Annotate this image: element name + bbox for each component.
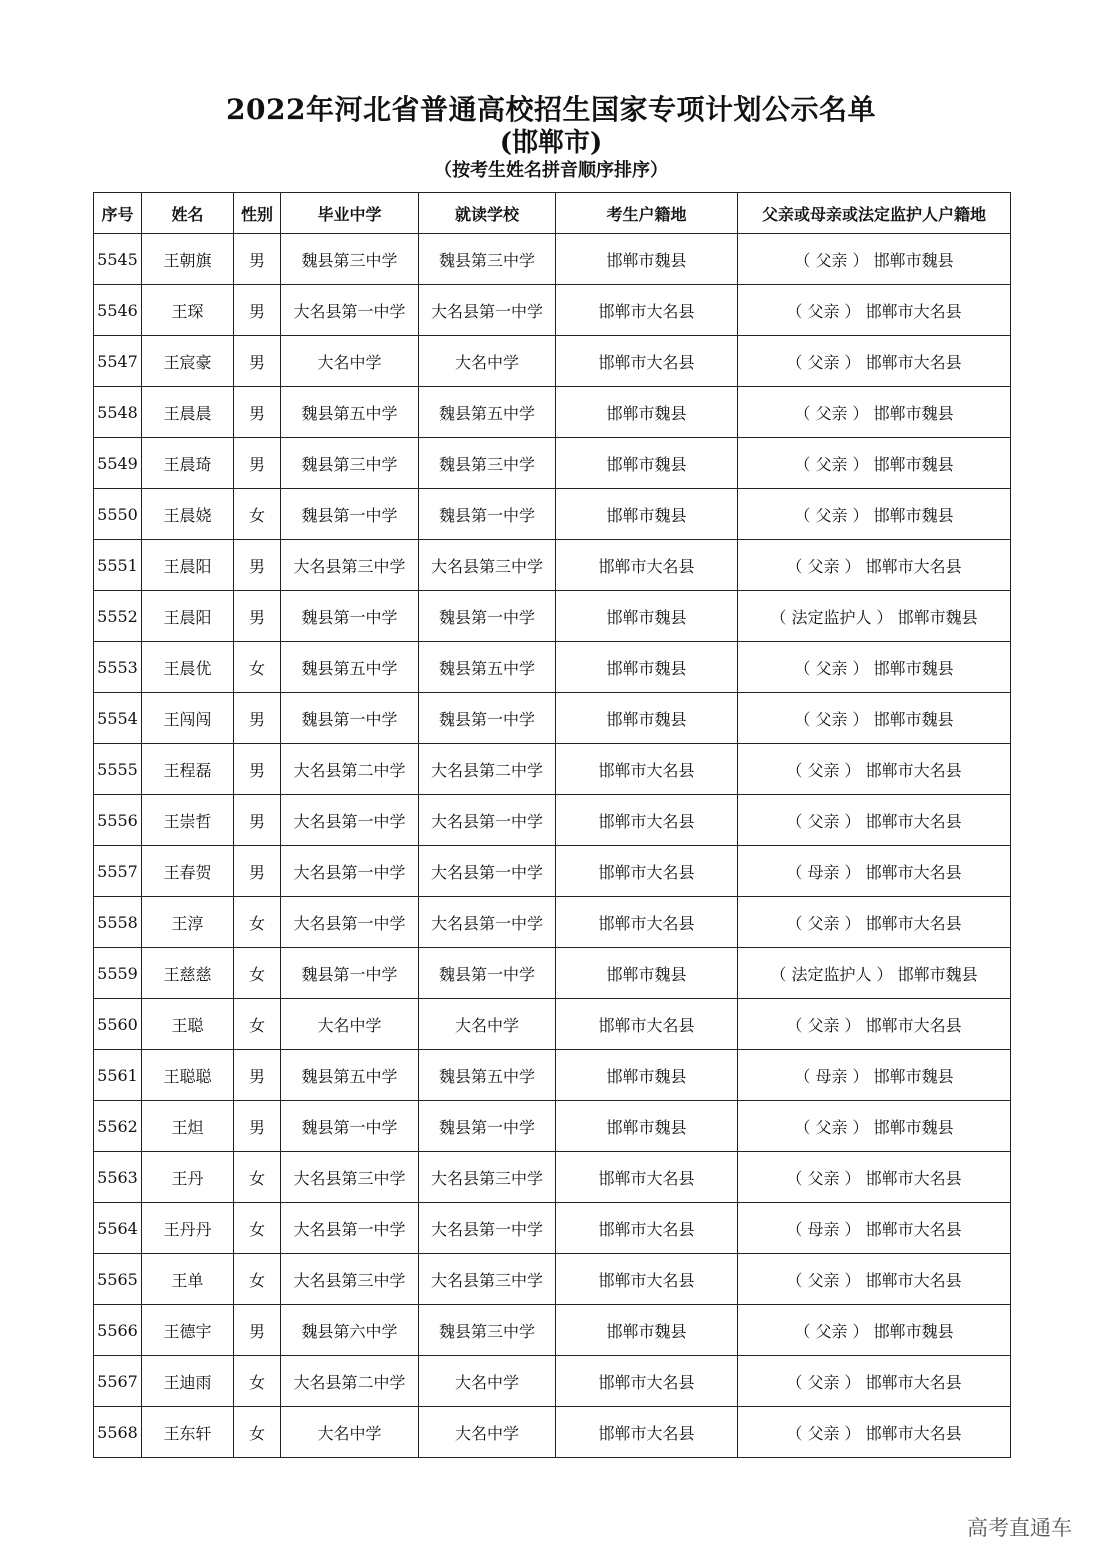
cell-guardian-registration: （ 父亲 ） 邯郸市魏县 [738, 642, 1011, 693]
table-row [94, 591, 1011, 642]
cell-seq: 5565 [94, 1254, 142, 1305]
cell-name: 王慈慈 [142, 948, 234, 999]
cell-graduation-school: 魏县第一中学 [281, 948, 419, 999]
cell-name: 王东轩 [142, 1407, 234, 1458]
cell-seq: 5548 [94, 387, 142, 438]
cell-graduation-school: 魏县第五中学 [281, 387, 419, 438]
cell-gender: 男 [234, 591, 281, 642]
cell-gender: 男 [234, 234, 281, 285]
cell-guardian-registration: （ 母亲 ） 邯郸市大名县 [738, 1203, 1011, 1254]
cell-guardian-registration: （ 父亲 ） 邯郸市魏县 [738, 693, 1011, 744]
cell-guardian-registration: （ 父亲 ） 邯郸市魏县 [738, 387, 1011, 438]
cell-seq: 5556 [94, 795, 142, 846]
cell-current-school: 魏县第一中学 [419, 693, 556, 744]
table-row [94, 489, 1011, 540]
document-title: 2022年河北省普通高校招生国家专项计划公示名单 [226, 93, 876, 126]
cell-name: 王春贺 [142, 846, 234, 897]
table-row [94, 948, 1011, 999]
cell-name: 王丹丹 [142, 1203, 234, 1254]
cell-name: 王晨阳 [142, 591, 234, 642]
header-seq: 序号 [94, 193, 142, 234]
table-row [94, 1356, 1011, 1407]
cell-gender: 男 [234, 693, 281, 744]
cell-seq: 5546 [94, 285, 142, 336]
cell-seq: 5555 [94, 744, 142, 795]
city-subtitle: (邯郸市) [499, 128, 603, 158]
cell-household-registration: 邯郸市魏县 [556, 642, 738, 693]
cell-guardian-registration: （ 母亲 ） 邯郸市魏县 [738, 1050, 1011, 1101]
cell-name: 王单 [142, 1254, 234, 1305]
cell-guardian-registration: （ 父亲 ） 邯郸市大名县 [738, 336, 1011, 387]
cell-graduation-school: 大名中学 [281, 1407, 419, 1458]
cell-seq: 5558 [94, 897, 142, 948]
cell-guardian-registration: （ 父亲 ） 邯郸市大名县 [738, 1152, 1011, 1203]
header-gender: 性别 [234, 193, 281, 234]
cell-current-school: 大名中学 [419, 336, 556, 387]
cell-name: 王朝旗 [142, 234, 234, 285]
cell-current-school: 大名县第一中学 [419, 1203, 556, 1254]
cell-name: 王晨晨 [142, 387, 234, 438]
cell-gender: 男 [234, 387, 281, 438]
cell-household-registration: 邯郸市大名县 [556, 1407, 738, 1458]
cell-guardian-registration: （ 法定监护人 ） 邯郸市魏县 [738, 591, 1011, 642]
cell-gender: 女 [234, 1407, 281, 1458]
cell-graduation-school: 大名县第二中学 [281, 744, 419, 795]
cell-seq: 5561 [94, 1050, 142, 1101]
table-row [94, 336, 1011, 387]
cell-guardian-registration: （ 父亲 ） 邯郸市魏县 [738, 1101, 1011, 1152]
cell-seq: 5549 [94, 438, 142, 489]
cell-gender: 男 [234, 1101, 281, 1152]
cell-gender: 男 [234, 285, 281, 336]
cell-name: 王炟 [142, 1101, 234, 1152]
table-row [94, 744, 1011, 795]
cell-graduation-school: 大名县第一中学 [281, 285, 419, 336]
cell-gender: 男 [234, 540, 281, 591]
cell-seq: 5553 [94, 642, 142, 693]
cell-name: 王程磊 [142, 744, 234, 795]
cell-guardian-registration: （ 法定监护人 ） 邯郸市魏县 [738, 948, 1011, 999]
cell-seq: 5551 [94, 540, 142, 591]
table-row [94, 387, 1011, 438]
cell-seq: 5566 [94, 1305, 142, 1356]
cell-guardian-registration: （ 父亲 ） 邯郸市大名县 [738, 540, 1011, 591]
cell-household-registration: 邯郸市大名县 [556, 846, 738, 897]
cell-current-school: 大名县第一中学 [419, 795, 556, 846]
cell-name: 王崇哲 [142, 795, 234, 846]
cell-household-registration: 邯郸市大名县 [556, 795, 738, 846]
cell-gender: 男 [234, 336, 281, 387]
cell-household-registration: 邯郸市大名县 [556, 540, 738, 591]
cell-current-school: 大名县第三中学 [419, 1254, 556, 1305]
cell-graduation-school: 大名中学 [281, 336, 419, 387]
cell-guardian-registration: （ 母亲 ） 邯郸市大名县 [738, 846, 1011, 897]
table-row [94, 846, 1011, 897]
table-row [94, 285, 1011, 336]
cell-household-registration: 邯郸市魏县 [556, 948, 738, 999]
cell-seq: 5560 [94, 999, 142, 1050]
cell-guardian-registration: （ 父亲 ） 邯郸市大名县 [738, 285, 1011, 336]
cell-gender: 女 [234, 897, 281, 948]
cell-current-school: 大名县第一中学 [419, 846, 556, 897]
header-name: 姓名 [142, 193, 234, 234]
cell-current-school: 魏县第一中学 [419, 1101, 556, 1152]
cell-name: 王宸豪 [142, 336, 234, 387]
cell-graduation-school: 魏县第一中学 [281, 489, 419, 540]
cell-seq: 5550 [94, 489, 142, 540]
cell-graduation-school: 大名县第三中学 [281, 1152, 419, 1203]
cell-gender: 男 [234, 795, 281, 846]
table-row [94, 1050, 1011, 1101]
cell-current-school: 魏县第三中学 [419, 1305, 556, 1356]
header-household-registration: 考生户籍地 [556, 193, 738, 234]
table-row [94, 795, 1011, 846]
cell-graduation-school: 魏县第三中学 [281, 438, 419, 489]
cell-name: 王迪雨 [142, 1356, 234, 1407]
cell-current-school: 魏县第五中学 [419, 642, 556, 693]
cell-seq: 5562 [94, 1101, 142, 1152]
cell-current-school: 魏县第五中学 [419, 1050, 556, 1101]
cell-seq: 5564 [94, 1203, 142, 1254]
cell-current-school: 大名中学 [419, 1407, 556, 1458]
cell-graduation-school: 大名县第一中学 [281, 897, 419, 948]
cell-guardian-registration: （ 父亲 ） 邯郸市大名县 [738, 1254, 1011, 1305]
cell-name: 王聪聪 [142, 1050, 234, 1101]
cell-household-registration: 邯郸市大名县 [556, 1254, 738, 1305]
table-row [94, 1254, 1011, 1305]
cell-household-registration: 邯郸市魏县 [556, 489, 738, 540]
cell-gender: 女 [234, 1203, 281, 1254]
cell-current-school: 大名中学 [419, 999, 556, 1050]
cell-graduation-school: 魏县第六中学 [281, 1305, 419, 1356]
cell-household-registration: 邯郸市大名县 [556, 336, 738, 387]
cell-guardian-registration: （ 父亲 ） 邯郸市大名县 [738, 795, 1011, 846]
cell-guardian-registration: （ 父亲 ） 邯郸市大名县 [738, 1356, 1011, 1407]
cell-seq: 5563 [94, 1152, 142, 1203]
cell-name: 王丹 [142, 1152, 234, 1203]
cell-name: 王闯闯 [142, 693, 234, 744]
cell-graduation-school: 大名县第三中学 [281, 1254, 419, 1305]
cell-guardian-registration: （ 父亲 ） 邯郸市大名县 [738, 999, 1011, 1050]
cell-seq: 5545 [94, 234, 142, 285]
table-row [94, 1101, 1011, 1152]
cell-guardian-registration: （ 父亲 ） 邯郸市魏县 [738, 489, 1011, 540]
cell-gender: 男 [234, 846, 281, 897]
cell-gender: 男 [234, 438, 281, 489]
table-row [94, 999, 1011, 1050]
cell-gender: 女 [234, 1152, 281, 1203]
cell-graduation-school: 魏县第五中学 [281, 642, 419, 693]
table-row [94, 540, 1011, 591]
cell-guardian-registration: （ 父亲 ） 邯郸市魏县 [738, 1305, 1011, 1356]
cell-seq: 5559 [94, 948, 142, 999]
cell-current-school: 大名县第一中学 [419, 897, 556, 948]
cell-household-registration: 邯郸市魏县 [556, 693, 738, 744]
cell-graduation-school: 大名县第一中学 [281, 795, 419, 846]
cell-guardian-registration: （ 父亲 ） 邯郸市大名县 [738, 1407, 1011, 1458]
cell-current-school: 魏县第一中学 [419, 591, 556, 642]
cell-household-registration: 邯郸市大名县 [556, 897, 738, 948]
cell-seq: 5567 [94, 1356, 142, 1407]
cell-household-registration: 邯郸市大名县 [556, 1356, 738, 1407]
cell-current-school: 魏县第三中学 [419, 438, 556, 489]
table-row [94, 234, 1011, 285]
cell-name: 王晨优 [142, 642, 234, 693]
cell-household-registration: 邯郸市大名县 [556, 744, 738, 795]
roster-table [93, 192, 1011, 1458]
table-row [94, 1407, 1011, 1458]
cell-household-registration: 邯郸市大名县 [556, 1203, 738, 1254]
cell-name: 王晨阳 [142, 540, 234, 591]
cell-household-registration: 邯郸市大名县 [556, 1152, 738, 1203]
watermark-logo-text: 高考直通车 [967, 1516, 1072, 1540]
cell-guardian-registration: （ 父亲 ） 邯郸市魏县 [738, 438, 1011, 489]
cell-graduation-school: 魏县第一中学 [281, 1101, 419, 1152]
cell-seq: 5552 [94, 591, 142, 642]
cell-household-registration: 邯郸市魏县 [556, 591, 738, 642]
cell-current-school: 魏县第一中学 [419, 489, 556, 540]
cell-household-registration: 邯郸市魏县 [556, 438, 738, 489]
header-graduation-school: 毕业中学 [281, 193, 419, 234]
cell-household-registration: 邯郸市魏县 [556, 234, 738, 285]
cell-graduation-school: 大名县第三中学 [281, 540, 419, 591]
cell-gender: 女 [234, 1356, 281, 1407]
cell-gender: 男 [234, 1305, 281, 1356]
cell-guardian-registration: （ 父亲 ） 邯郸市大名县 [738, 744, 1011, 795]
cell-current-school: 大名县第三中学 [419, 1152, 556, 1203]
cell-household-registration: 邯郸市大名县 [556, 999, 738, 1050]
cell-graduation-school: 魏县第三中学 [281, 234, 419, 285]
cell-gender: 男 [234, 1050, 281, 1101]
cell-current-school: 魏县第五中学 [419, 387, 556, 438]
cell-gender: 女 [234, 489, 281, 540]
cell-name: 王淳 [142, 897, 234, 948]
cell-name: 王晨娆 [142, 489, 234, 540]
cell-name: 王琛 [142, 285, 234, 336]
cell-seq: 5547 [94, 336, 142, 387]
cell-name: 王晨琦 [142, 438, 234, 489]
table-row [94, 438, 1011, 489]
cell-graduation-school: 大名县第一中学 [281, 1203, 419, 1254]
header-row [94, 193, 1011, 234]
cell-current-school: 大名县第二中学 [419, 744, 556, 795]
header-guardian-registration: 父亲或母亲或法定监护人户籍地 [738, 193, 1011, 234]
cell-graduation-school: 大名县第一中学 [281, 846, 419, 897]
cell-graduation-school: 魏县第一中学 [281, 591, 419, 642]
cell-current-school: 大名县第一中学 [419, 285, 556, 336]
cell-current-school: 大名中学 [419, 1356, 556, 1407]
table-row [94, 1305, 1011, 1356]
cell-name: 王德宇 [142, 1305, 234, 1356]
table-row [94, 1152, 1011, 1203]
cell-seq: 5554 [94, 693, 142, 744]
cell-current-school: 魏县第一中学 [419, 948, 556, 999]
cell-seq: 5557 [94, 846, 142, 897]
cell-graduation-school: 大名中学 [281, 999, 419, 1050]
table-row [94, 642, 1011, 693]
cell-gender: 女 [234, 642, 281, 693]
cell-household-registration: 邯郸市魏县 [556, 1101, 738, 1152]
cell-household-registration: 邯郸市魏县 [556, 1050, 738, 1101]
cell-gender: 男 [234, 744, 281, 795]
cell-graduation-school: 大名县第二中学 [281, 1356, 419, 1407]
sort-note: （按考生姓名拼音顺序排序） [434, 160, 668, 181]
cell-household-registration: 邯郸市魏县 [556, 387, 738, 438]
cell-household-registration: 邯郸市魏县 [556, 1305, 738, 1356]
cell-household-registration: 邯郸市大名县 [556, 285, 738, 336]
cell-seq: 5568 [94, 1407, 142, 1458]
cell-graduation-school: 魏县第一中学 [281, 693, 419, 744]
cell-guardian-registration: （ 父亲 ） 邯郸市魏县 [738, 234, 1011, 285]
cell-graduation-school: 魏县第五中学 [281, 1050, 419, 1101]
cell-name: 王聪 [142, 999, 234, 1050]
cell-current-school: 大名县第三中学 [419, 540, 556, 591]
table-row [94, 693, 1011, 744]
cell-gender: 女 [234, 1254, 281, 1305]
cell-current-school: 魏县第三中学 [419, 234, 556, 285]
header-current-school: 就读学校 [419, 193, 556, 234]
table-row [94, 897, 1011, 948]
cell-guardian-registration: （ 父亲 ） 邯郸市大名县 [738, 897, 1011, 948]
cell-gender: 女 [234, 948, 281, 999]
cell-gender: 女 [234, 999, 281, 1050]
table-row [94, 1203, 1011, 1254]
